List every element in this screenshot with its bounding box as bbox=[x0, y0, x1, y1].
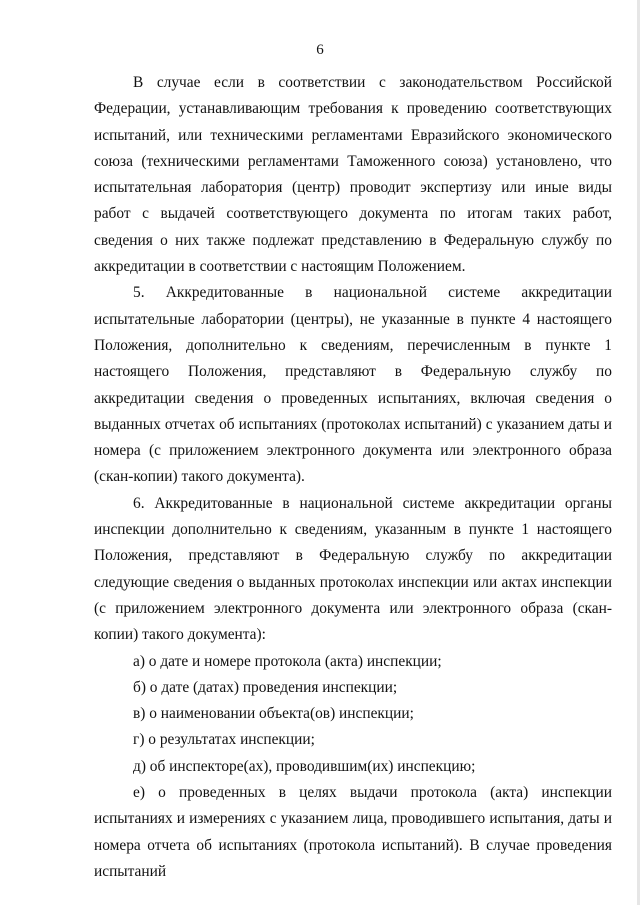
paragraph-expertise-note: В случае если в соответствии с законодательством Российской Федерации, устанавливающим требования к проведению соответствующих испытаний, или техническими регламентами Евразийского экономического союза (техническими регламентами Таможенного союза) установлено, что испытательная лаборатория (центр) проводит экспертизу или иные виды работ с выдачей соответствующего документа по итогам таких работ, сведения о них также подлежат представлению в Федеральную службу по аккредитации в соответствии с настоящим Положением. bbox=[94, 74, 612, 276]
paragraph-6-inspection-bodies: 6. Аккредитованные в национальной системе аккредитации органы инспекции дополнительно к сведениям, указанным в пункте 1 настоящего Положения, представляют в Федеральную службу по аккредитации следующие сведения о выданных протоколах инспекции или актах инспекции (с приложением электронного документа или электронного образа (скан-копии) такого документа): bbox=[94, 494, 612, 644]
paragraph-5-testing-laboratories: 5. Аккредитованные в национальной системе аккредитации испытательные лаборатории (центры), не указанные в пункте 4 настоящего Положения, дополнительно к сведениям, перечисленным в пункте 1 настоящего Положения, представляют в Федеральную службу по аккредитации сведения о проведенных испытаниях, включая сведения о выданных отчетах об испытаниях (протоколах испытаний) с указанием даты и номера (с приложением электронного документа или электронного образа (скан-копии) такого документа). bbox=[94, 284, 612, 486]
page-number: 6 bbox=[316, 42, 324, 58]
list-item-d: д) об инспекторе(ах), проводившим(их) инспекцию; bbox=[133, 757, 476, 775]
list-item-e: е) о проведенных в целях выдачи протокола (акта) инспекции испытаниях и измерениях с указанием лица, проводившего испытания, даты и номера отчета об испытаниях (протокола испытаний). В случае проведения испытаний bbox=[94, 784, 612, 880]
list-item-g: г) о результатах инспекции; bbox=[133, 731, 315, 749]
list-item-v: в) о наименовании объекта(ов) инспекции; bbox=[133, 705, 414, 723]
document-body bbox=[94, 70, 612, 885]
list-item-b: б) о дате (датах) проведения инспекции; bbox=[133, 678, 398, 696]
list-item-a: а) о дате и номере протокола (акта) инспекции; bbox=[133, 652, 442, 670]
